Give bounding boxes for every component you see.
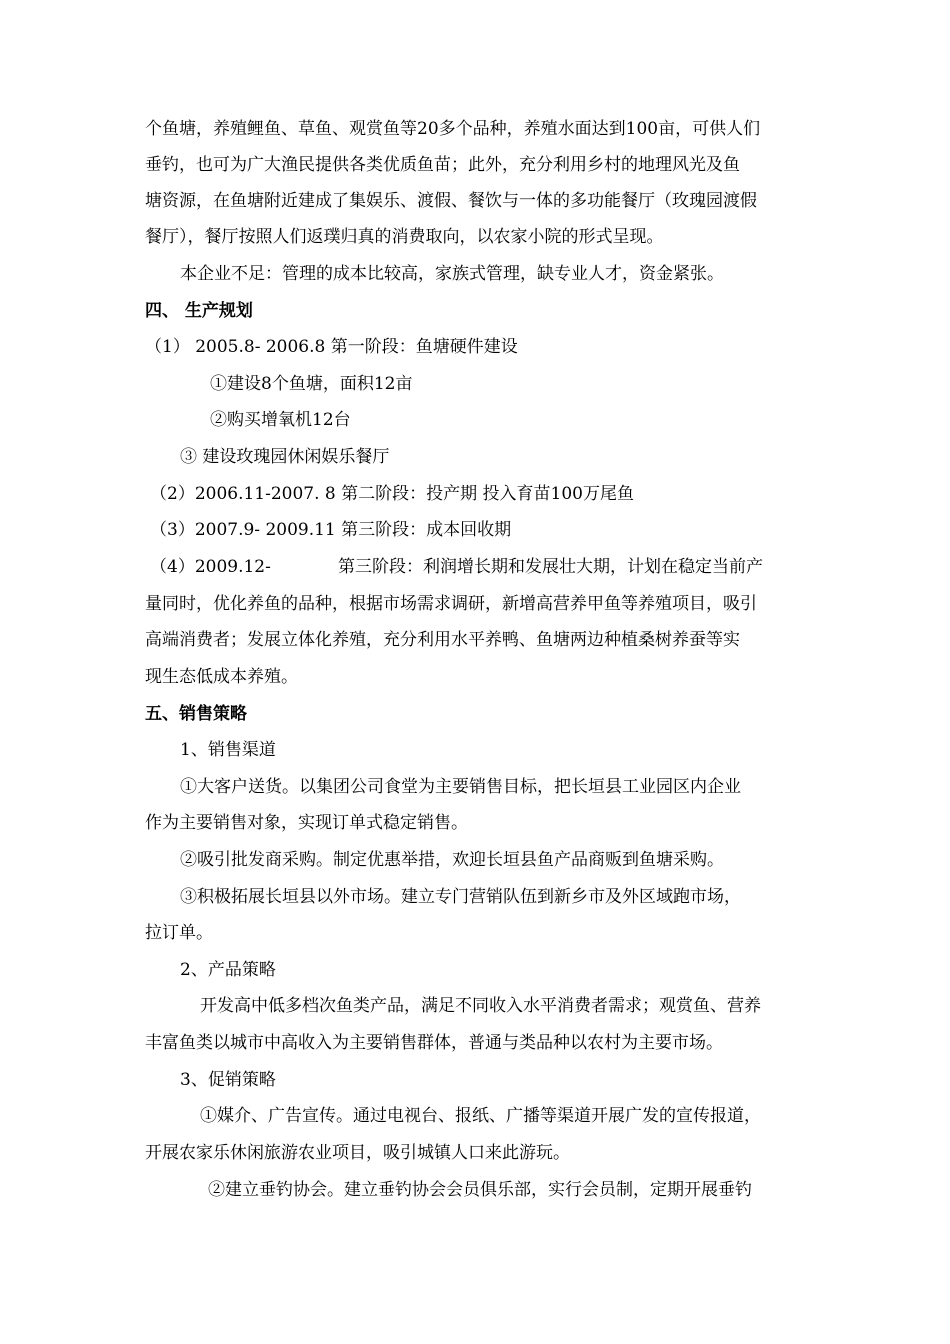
paragraph-line: ③积极拓展长垣县以外市场。建立专门营销队伍到新乡市及外区域跑市场， bbox=[180, 887, 741, 907]
paragraph-line: 餐厅），餐厅按照人们返璞归真的消费取向，以农家小院的形式呈现。 bbox=[145, 227, 664, 247]
list-item: （2）2006.11-2007. 8 第二阶段：投产期 投入育苗100万尾鱼 bbox=[150, 484, 635, 504]
paragraph-line: 垂钓，也可为广大渔民提供各类优质鱼苗；此外，充分利用乡村的地理风光及鱼 bbox=[145, 155, 740, 175]
paragraph-line: 塘资源，在鱼塘附近建成了集娱乐、渡假、餐饮与一体的多功能餐厅（玫瑰园渡假 bbox=[145, 191, 757, 211]
list-subitem: ②购买增氧机12台 bbox=[210, 410, 351, 430]
paragraph-line: 量同时，优化养鱼的品种，根据市场需求调研，新增高营养甲鱼等养殖项目，吸引 bbox=[145, 594, 757, 614]
section-heading: 四、 生产规划 bbox=[145, 301, 253, 321]
paragraph-line: ①媒介、广告宣传。通过电视台、报纸、广播等渠道开展广发的宣传报道， bbox=[200, 1106, 761, 1126]
paragraph-line: 第三阶段：利润增长期和发展壮大期，计划在稳定当前产 bbox=[338, 557, 763, 577]
paragraph-line: ①大客户送货。以集团公司食堂为主要销售目标，把长垣县工业园区内企业 bbox=[180, 777, 741, 797]
paragraph-line: 高端消费者；发展立体化养殖，充分利用水平养鸭、鱼塘两边种植桑树养蚕等实 bbox=[145, 630, 740, 650]
paragraph-line: 个鱼塘，养殖鲤鱼、草鱼、观赏鱼等20多个品种，养殖水面达到100亩，可供人们 bbox=[145, 119, 761, 139]
paragraph-line: 开发高中低多档次鱼类产品，满足不同收入水平消费者需求；观赏鱼、营养 bbox=[200, 996, 761, 1016]
subsection-title: 2、产品策略 bbox=[180, 960, 276, 980]
subsection-title: 3、促销策略 bbox=[180, 1070, 276, 1090]
paragraph-line: 开展农家乐休闲旅游农业项目，吸引城镇人口来此游玩。 bbox=[145, 1143, 570, 1163]
list-item: （1） 2005.8- 2006.8 第一阶段：鱼塘硬件建设 bbox=[145, 337, 518, 357]
paragraph-text: ②吸引批发商采购。制定优惠举措，欢迎长垣县鱼产品商贩到鱼塘采购。 bbox=[180, 850, 724, 870]
list-item: （3）2007.9- 2009.11 第三阶段：成本回收期 bbox=[150, 520, 512, 540]
paragraph-line: 现生态低成本养殖。 bbox=[145, 667, 298, 687]
paragraph-text: 本企业不足：管理的成本比较高，家族式管理，缺专业人才，资金紧张。 bbox=[180, 264, 724, 284]
list-item-label: （4）2009.12- bbox=[150, 557, 271, 577]
list-subitem: ①建设8个鱼塘，面积12亩 bbox=[210, 374, 413, 394]
paragraph-line: 丰富鱼类以城市中高收入为主要销售群体，普通与类品种以农村为主要市场。 bbox=[145, 1033, 723, 1053]
paragraph-line: 拉订单。 bbox=[145, 923, 213, 943]
paragraph-text: ②建立垂钓协会。建立垂钓协会会员俱乐部，实行会员制，定期开展垂钓 bbox=[208, 1180, 752, 1200]
subsection-title: 1、销售渠道 bbox=[180, 740, 276, 760]
paragraph-line: 作为主要销售对象，实现订单式稳定销售。 bbox=[145, 813, 468, 833]
section-heading: 五、销售策略 bbox=[145, 704, 247, 724]
list-subitem: ③ 建设玫瑰园休闲娱乐餐厅 bbox=[180, 447, 390, 467]
